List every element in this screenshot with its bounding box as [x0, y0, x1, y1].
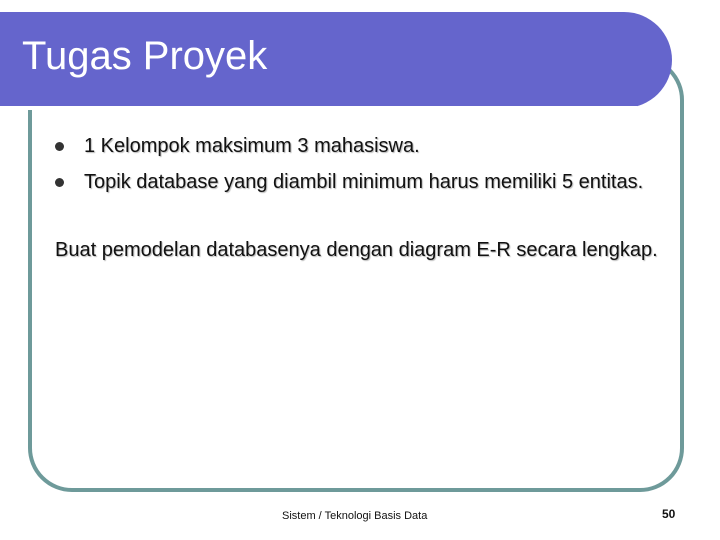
title-underline: [0, 106, 637, 110]
footer-text: Sistem / Teknologi Basis Data: [282, 510, 428, 522]
bullet-text: Topik database yang diambil minimum harus memiliki 5 entitas.: [84, 170, 644, 193]
content-frame: [28, 56, 684, 492]
bullet-text: 1 Kelompok maksimum 3 mahasiswa.: [84, 134, 420, 157]
page-number: 50: [662, 507, 676, 521]
list-item: [55, 130, 643, 162]
bullet-dot-icon: [55, 142, 64, 151]
instruction-paragraph: Buat pemodelan databasenya dengan diagram E-R secara lengkap.: [55, 239, 658, 261]
slide-title: Tugas Proyek: [22, 34, 268, 78]
bullet-list: [55, 130, 643, 202]
bullet-dot-icon: [55, 178, 64, 187]
list-item: [55, 166, 643, 198]
